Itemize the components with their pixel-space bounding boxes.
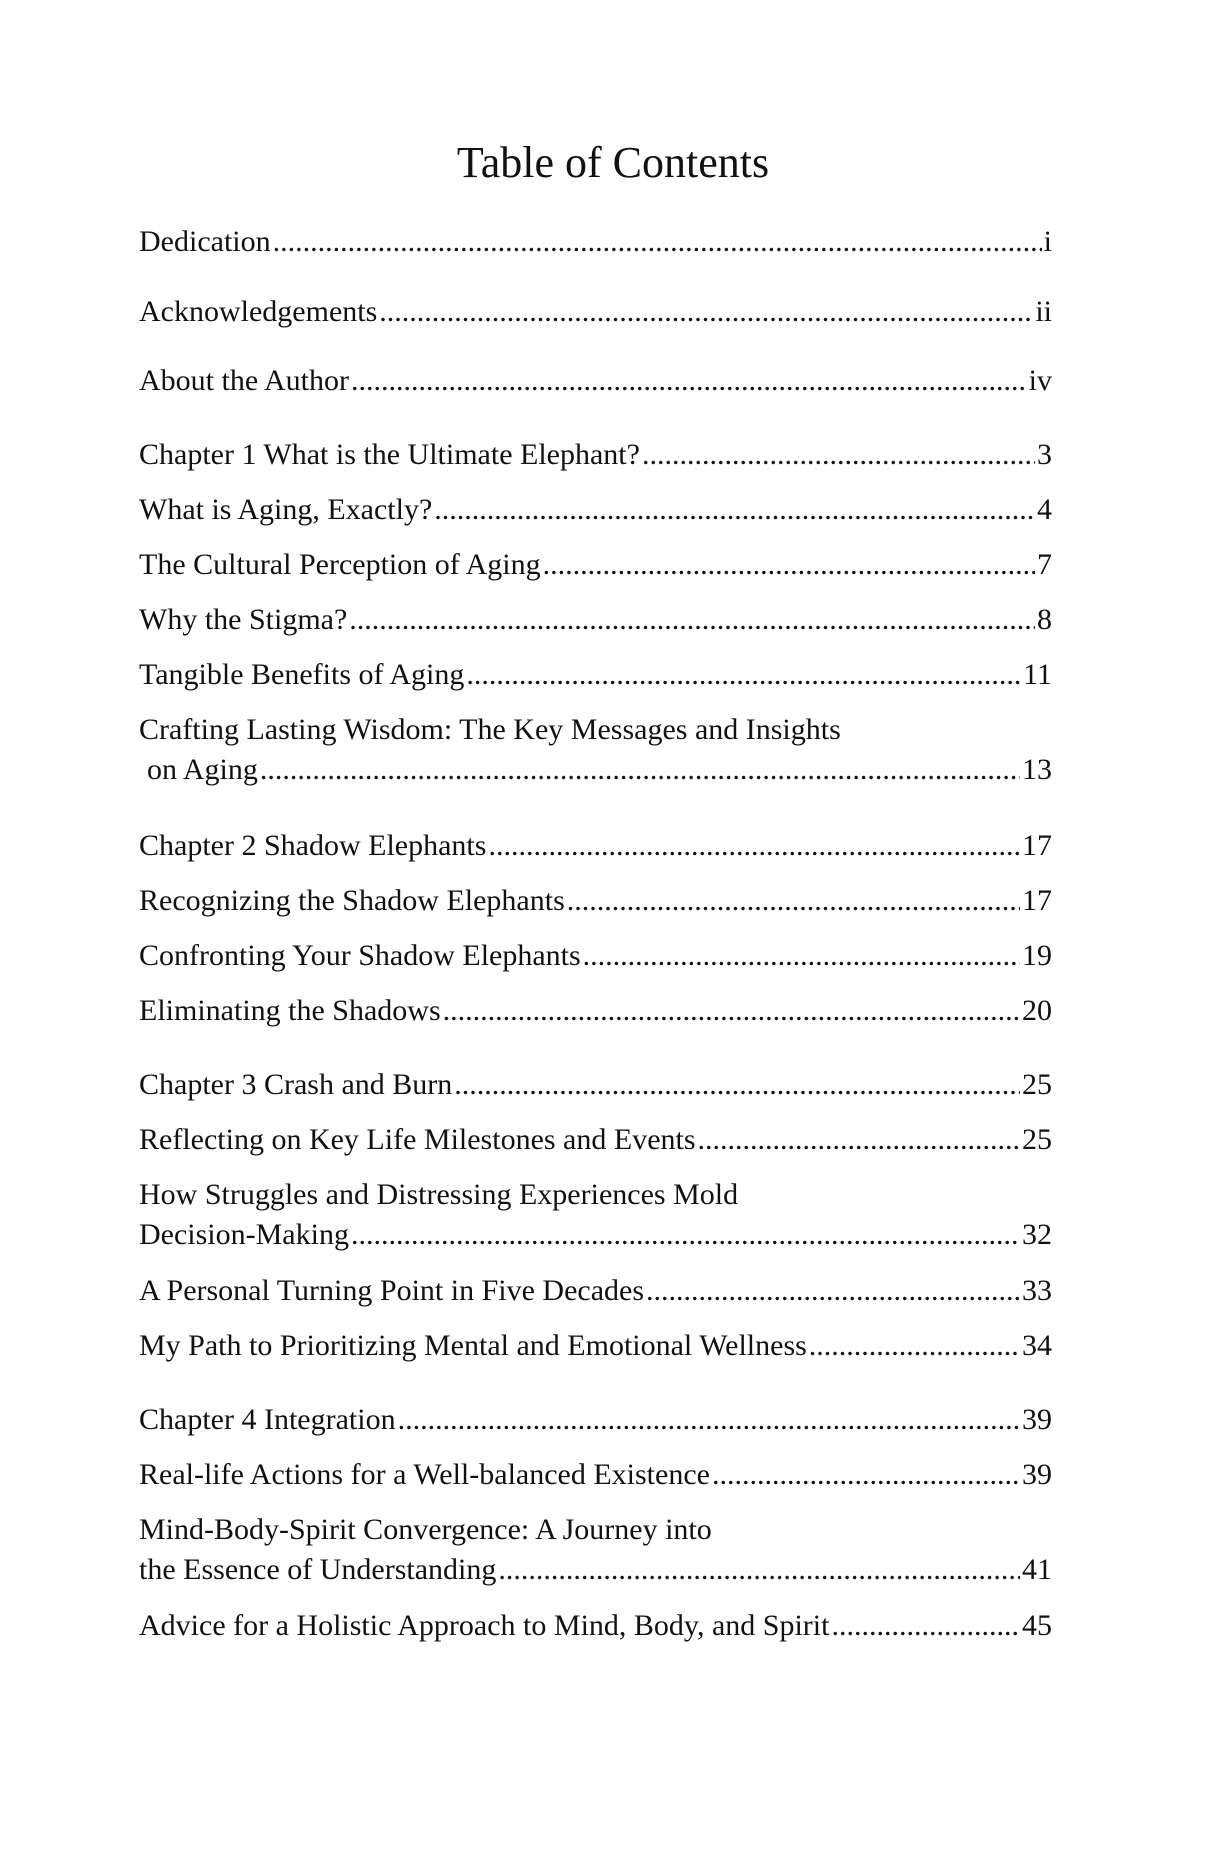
- dot-leader: [831, 1606, 1020, 1646]
- toc-entry-label: What is Aging, Exactly?: [139, 493, 433, 526]
- dot-leader: [434, 490, 1035, 530]
- toc-entry-recognizing-shadow-elephants[interactable]: [139, 881, 1052, 921]
- toc-page-number: 8: [1037, 603, 1052, 636]
- toc-entry-personal-turning-point[interactable]: [139, 1271, 1052, 1311]
- toc-entry-label: Chapter 4 Integration: [139, 1403, 396, 1436]
- toc-entry-why-the-stigma[interactable]: [139, 600, 1052, 640]
- toc-page-number: 17: [1022, 884, 1052, 917]
- toc-entry-label: Why the Stigma?: [139, 603, 348, 636]
- dot-leader: [567, 881, 1020, 921]
- toc-entry-label: Eliminating the Shadows: [139, 994, 441, 1027]
- toc-entry-label: My Path to Prioritizing Mental and Emotional Wellness: [139, 1329, 807, 1362]
- toc-entry-label: Tangible Benefits of Aging: [139, 658, 465, 691]
- page-title: Table of Contents: [456, 138, 770, 187]
- toc-entry-label: Real-life Actions for a Well-balanced Existence: [139, 1458, 710, 1491]
- toc-page-number: 25: [1022, 1068, 1052, 1101]
- toc-page-number: iv: [1028, 364, 1052, 397]
- toc-page-number: 19: [1022, 939, 1052, 972]
- toc-page-number: 20: [1022, 994, 1052, 1027]
- toc-entry-acknowledgements[interactable]: [139, 292, 1052, 332]
- toc-entry-label: Acknowledgements: [139, 295, 378, 328]
- toc-entry-label: How Struggles and Distressing Experiences Mold: [139, 1178, 739, 1211]
- toc-page-number: 3: [1037, 438, 1052, 471]
- toc-entry-cultural-perception[interactable]: [139, 545, 1052, 585]
- toc-entry-chapter-2[interactable]: [139, 826, 1052, 866]
- toc-entry-what-is-aging[interactable]: [139, 490, 1052, 530]
- toc-entry-reflecting-milestones[interactable]: [139, 1120, 1052, 1160]
- toc-page-number: 39: [1022, 1403, 1052, 1436]
- toc-entry-label-continued: Decision-Making: [139, 1218, 349, 1251]
- toc-entry-crafting-lasting-wisdom[interactable]: [139, 710, 1052, 790]
- toc-entry-dedication[interactable]: [139, 222, 1052, 262]
- toc-entry-eliminating-shadows[interactable]: [139, 991, 1052, 1031]
- toc-page-number: 41: [1022, 1553, 1052, 1586]
- dot-leader: [443, 991, 1020, 1031]
- toc-entry-label: Chapter 3 Crash and Burn: [139, 1068, 453, 1101]
- toc-entry-tangible-benefits[interactable]: [139, 655, 1052, 695]
- toc-entry-label-continued: on Aging: [147, 753, 258, 786]
- dot-leader: [454, 1065, 1020, 1105]
- toc-entry-chapter-3[interactable]: [139, 1065, 1052, 1105]
- toc-entry-label: Mind-Body-Spirit Convergence: A Journey into: [139, 1513, 712, 1546]
- toc-entry-label: Reflecting on Key Life Milestones and Events: [139, 1123, 696, 1156]
- dot-leader: [498, 1550, 1020, 1590]
- dot-leader: [698, 1120, 1020, 1160]
- dot-leader: [809, 1326, 1020, 1366]
- toc-entry-label: About the Author: [139, 364, 349, 397]
- dot-leader: [543, 545, 1035, 585]
- toc-page-number: 34: [1022, 1329, 1052, 1362]
- toc-entry-real-life-actions[interactable]: [139, 1455, 1052, 1495]
- toc-page-number: 17: [1022, 829, 1052, 862]
- toc-entry-mental-emotional-wellness[interactable]: [139, 1326, 1052, 1366]
- toc-entry-label: Dedication: [139, 225, 271, 258]
- toc-entry-label: Advice for a Holistic Approach to Mind, Body, and Spirit: [139, 1609, 830, 1642]
- dot-leader: [351, 1215, 1020, 1255]
- dot-leader: [712, 1455, 1020, 1495]
- toc-page-number: 13: [1022, 753, 1052, 786]
- toc-page-number: 4: [1037, 493, 1052, 526]
- toc-page-number: ii: [1035, 295, 1052, 328]
- dot-leader: [488, 826, 1020, 866]
- dot-leader: [349, 600, 1035, 640]
- toc-entry-about-the-author[interactable]: [139, 361, 1052, 401]
- toc-entry-label: Recognizing the Shadow Elephants: [139, 884, 565, 917]
- dot-leader: [379, 292, 1033, 332]
- toc-entry-struggles-decision-making[interactable]: [139, 1175, 1052, 1255]
- toc-page-number: 39: [1022, 1458, 1052, 1491]
- toc-entry-holistic-approach[interactable]: [139, 1606, 1052, 1646]
- toc-entry-mind-body-spirit-convergence[interactable]: [139, 1510, 1052, 1590]
- toc-entry-chapter-4[interactable]: [139, 1400, 1052, 1440]
- dot-leader: [466, 655, 1021, 695]
- dot-leader: [260, 750, 1020, 790]
- toc-page-number: 33: [1022, 1274, 1052, 1307]
- toc-page-number: 25: [1022, 1123, 1052, 1156]
- toc-page-number: 45: [1022, 1609, 1052, 1642]
- toc-entry-label: Crafting Lasting Wisdom: The Key Messages and Insights: [139, 713, 841, 746]
- toc-page-number: 32: [1022, 1218, 1052, 1251]
- toc-entry-label: The Cultural Perception of Aging: [139, 548, 541, 581]
- toc-entry-label: Confronting Your Shadow Elephants: [139, 939, 581, 972]
- toc-page-number: 7: [1037, 548, 1052, 581]
- dot-leader: [642, 435, 1035, 475]
- toc-page-number: 11: [1023, 658, 1052, 691]
- toc-page-number: i: [1043, 225, 1052, 258]
- toc-entry-label: A Personal Turning Point in Five Decades: [139, 1274, 645, 1307]
- dot-leader: [646, 1271, 1020, 1311]
- toc-entry-label-continued: the Essence of Understanding: [139, 1553, 497, 1586]
- toc-entry-label: Chapter 1 What is the Ultimate Elephant?: [139, 438, 640, 471]
- dot-leader: [398, 1400, 1020, 1440]
- dot-leader: [583, 936, 1020, 976]
- dot-leader: [351, 361, 1027, 401]
- dot-leader: [273, 222, 1042, 262]
- toc-entry-label: Chapter 2 Shadow Elephants: [139, 829, 487, 862]
- toc-entry-confronting-shadow-elephants[interactable]: [139, 936, 1052, 976]
- toc-entry-chapter-1[interactable]: [139, 435, 1052, 475]
